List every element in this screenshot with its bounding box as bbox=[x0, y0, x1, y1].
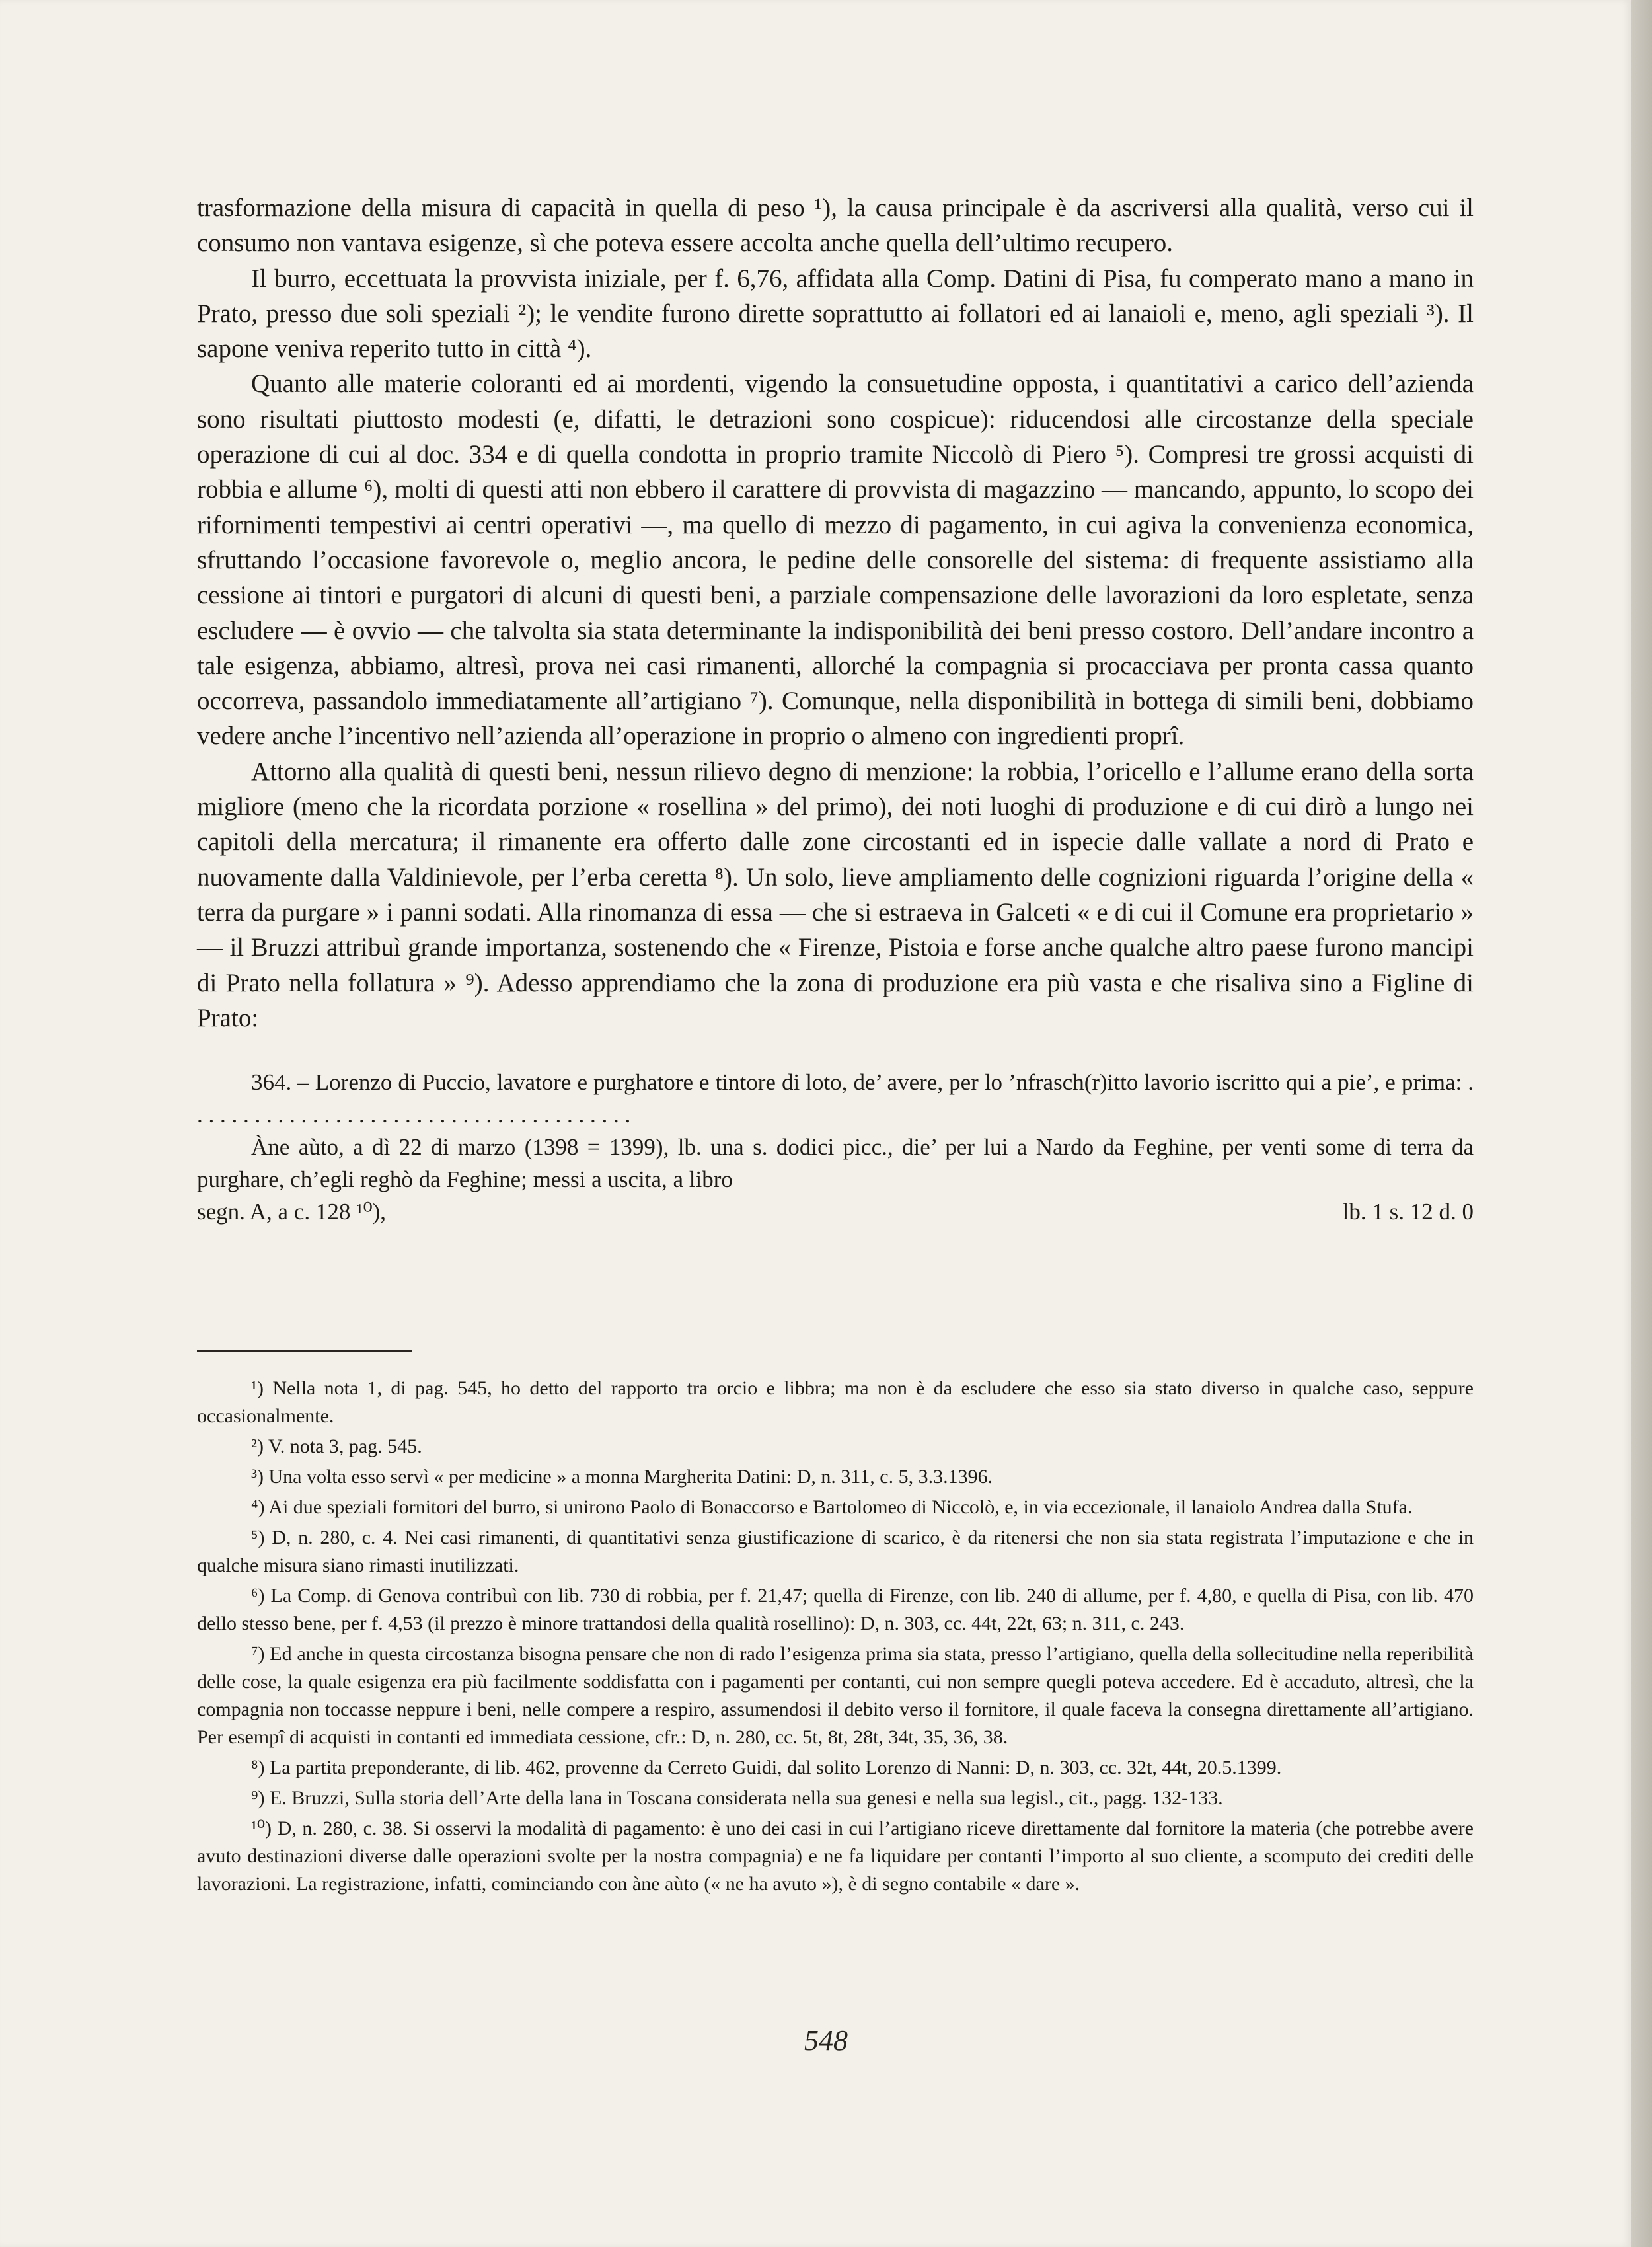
paragraph: Attorno alla qualità di questi beni, nessun rilievo degno di menzione: la robbia, l’oricello e l’allume erano della sorta migliore (meno che la ricordata porzione « rosellina » del primo), dei noti luoghi di produzione e di cui dirò a lungo nei capitoli della mercatura; il rimanente era offerto dalle zone circostanti ed in ispecie dalle vallate a nord di Prato e nuovamente dalla Valdinievole, per l’erba ceretta ⁸). Un solo, lieve ampliamento delle cognizioni riguarda l’origine della « terra da purgare » i panni sodati. Alla rinomanza di essa — che si estraeva in Galceti « e di cui il Comune era proprietario » — il Bruzzi attribuì grande importanza, sostenendo che « Firenze, Pistoia e forse anche qualche altro paese furono mancipi di Prato nella follatura » ⁹). Adesso apprendiamo che la zona di produzione era più vasta e che risaliva sino a Figline di Prato: bbox=[197, 757, 1474, 1032]
document-entry-reference: segn. A, a c. 128 ¹⁰), bbox=[197, 1199, 386, 1225]
page-edge bbox=[1631, 0, 1652, 2247]
footnote: ⁸) La partita preponderante, di lib. 462, provenne da Cerreto Guidi, dal solito Lorenzo di Nanni: D, n. 303, cc. 32t, 44t, 20.5.1399. bbox=[251, 1757, 1282, 1778]
page-number: 548 bbox=[804, 2024, 848, 2057]
paragraph: Il burro, eccettuata la provvista iniziale, per f. 6,76, affidata alla Comp. Datini di Pisa, fu comperato mano a mano in Prato, presso due soli speziali ²); le vendite furono dirette soprattutto ai follatori ed ai lanaioli e, meno, agli speziali ³). Il sapone veniva reperito tutto in città ⁴). bbox=[197, 264, 1474, 363]
document-entry-last-line bbox=[197, 1196, 1474, 1228]
main-text bbox=[197, 190, 1474, 1228]
paragraph: trasformazione della misura di capacità in quella di peso ¹), la causa principale è da ascriversi alla qualità, verso cui il consumo non vantava esigenze, sì che poteva essere accolta anche quella dell’ultimo recupero. bbox=[197, 194, 1474, 258]
footnote: ⁴) Ai due speziali fornitori del burro, si unirono Paolo di Bonaccorso e Bartolomeo di Niccolò, e, in via eccezionale, il lanaiolo Andrea dalla Stufa. bbox=[251, 1496, 1413, 1518]
paragraph: Quanto alle materie coloranti ed ai mordenti, vigendo la consuetudine opposta, i quantitativi a carico dell’azienda sono risultati piuttosto modesti (e, difatti, le detrazioni sono cospicue): riducendosi alle circostanze della speciale operazione di cui al doc. 334 e di quella condotta in proprio tramite Niccolò di Piero ⁵). Compresi tre grossi acquisti di robbia e allume ⁶), molti di questi atti non ebbero il carattere di provvista di magazzino — mancando, appunto, lo scopo dei rifornimenti tempestivi ai centri operativi —, ma quello di mezzo di pagamento, in cui agiva la convenienza economica, sfruttando l’occasione favorevole o, meglio ancora, le pedine delle consorelle del sistema: di frequente assistiamo alla cessione ai tintori e purgatori di alcuni di questi beni, a parziale compensazione delle lavorazioni da loro espletate, senza escludere — è ovvio — che talvolta sia stata determinante la indisponibilità dei beni presso costoro. Dell’andare incontro a tale esigenza, abbiamo, altresì, prova nei casi rimanenti, allorché la compagnia si procacciava per pronta cassa quanto occorreva, passandolo immediatamente all’artigiano ⁷). Comunque, nella disponibilità in bottega di simili beni, dobbiamo vedere anche l’incentivo nell’azienda all’operazione in proprio o almeno con ingredienti proprî. bbox=[197, 369, 1474, 751]
footnote: ⁷) Ed anche in questa circostanza bisogna pensare che non di rado l’esigenza prima sia stata, presso l’artigiano, quella della sollecitudine nella reperibilità delle cose, la quale esigenza era più facilmente soddisfatta con i pagamenti per contanti, cui non sempre quegli poteva accedere. Ed è accaduto, altresì, che la compagnia non toccasse neppure i beni, nelle compere a respiro, assumendosi il debito verso il fornitore, il quale faceva la consegna direttamente all’artigiano. Per esempî di acquisti in contanti ed immediata cessione, cfr.: D, n. 280, cc. 5t, 8t, 28t, 34t, 35, 36, 38. bbox=[197, 1643, 1474, 1748]
document-entry-body: Àne aùto, a dì 22 di marzo (1398 = 1399), lb. una s. dodici picc., die’ per lui a Nardo da Feghine, per venti some di terra da purghare, ch’egli reghò da Feghine; messi a uscita, a libro bbox=[197, 1134, 1474, 1193]
document-entry bbox=[197, 1066, 1474, 1228]
document-entry-heading: 364. – Lorenzo di Puccio, lavatore e purghatore e tintore di loto, de’ avere, per lo ’nfrasch(r)itto lavorio iscritto qui a pie’, e prima: . . . . . . . . . . . . . . . . . . . . . . . . . . . . . . . . . . . . . . . bbox=[197, 1069, 1474, 1128]
footnote: ⁹) E. Bruzzi, Sulla storia dell’Arte della lana in Toscana considerata nella sua genesi e nella sua legisl., cit., pagg. 132-133. bbox=[251, 1787, 1223, 1809]
document-entry-amount: lb. 1 s. 12 d. 0 bbox=[1342, 1199, 1474, 1225]
footnote: ¹⁰) D, n. 280, c. 38. Si osservi la modalità di pagamento: è uno dei casi in cui l’artigiano riceve direttamente dal fornitore la materia (che potrebbe avere avuto destinazioni diverse dalle operazioni svolte per la nostra compagnia) e ne fa liquidare per contanti l’importo al suo cliente, a scomputo dei crediti delle lavorazioni. La registrazione, infatti, cominciando con àne aùto (« ne ha avuto »), è di segno contabile « dare ». bbox=[197, 1817, 1474, 1895]
footnote: ³) Una volta esso servì « per medicine » a monna Margherita Datini: D, n. 311, c. 5, 3.3.1396. bbox=[251, 1466, 993, 1488]
footnote: ¹) Nella nota 1, di pag. 545, ho detto del rapporto tra orcio e libbra; ma non è da escludere che esso sia stato diverso in qualche caso, seppure occasionalmente. bbox=[197, 1377, 1474, 1427]
footnote: ²) V. nota 3, pag. 545. bbox=[251, 1435, 422, 1457]
footnote: ⁵) D, n. 280, c. 4. Nei casi rimanenti, di quantitativi senza giustificazione di scarico, è da ritenersi che non sia stata registrata l’imputazione e che in qualche misura siano rimasti inutilizzati. bbox=[197, 1527, 1474, 1576]
footnotes bbox=[197, 1375, 1474, 1901]
footnote: ⁶) La Comp. di Genova contribuì con lib. 730 di robbia, per f. 21,47; quella di Firenze, con lib. 240 di allume, per f. 4,80, e quella di Pisa, con lib. 470 dello stesso bene, per f. 4,53 (il prezzo è minore trattandosi della qualità rosellino): D, n. 303, cc. 44t, 22t, 63; n. 311, c. 243. bbox=[197, 1585, 1474, 1634]
footnote-rule bbox=[197, 1350, 412, 1352]
